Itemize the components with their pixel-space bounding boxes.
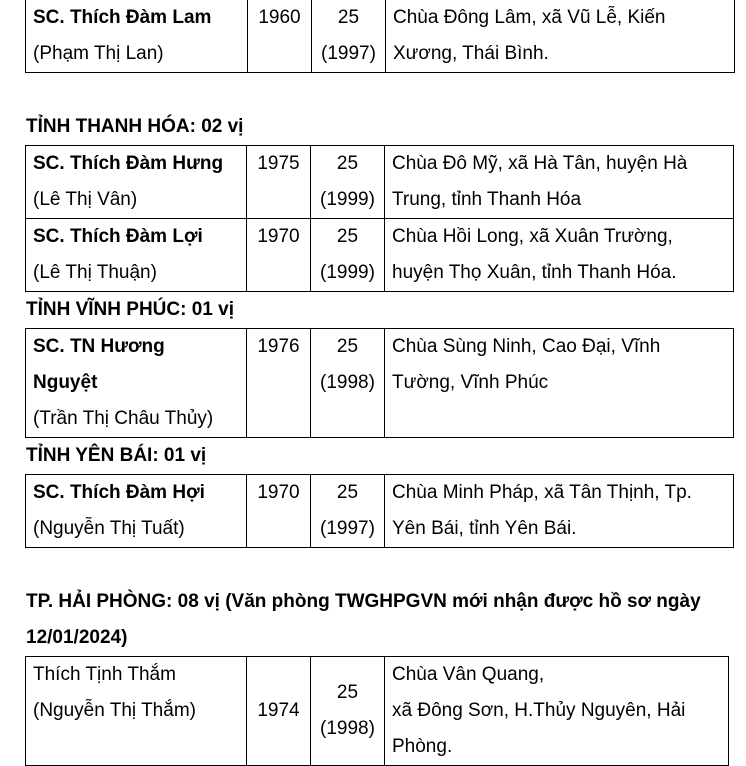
address-line: Phòng. <box>392 736 453 757</box>
address-line: Xương, Thái Bình. <box>393 43 549 64</box>
birth-year: 1960 <box>258 7 301 28</box>
birth-year-cell <box>247 329 311 438</box>
monk-table-yen-bai <box>25 474 734 548</box>
age: 25 <box>336 226 359 247</box>
address-cell <box>386 0 735 73</box>
address-line: Trung, tỉnh Thanh Hóa <box>392 189 582 210</box>
birth-year-cell <box>247 475 311 548</box>
address-line: xã Đông Sơn, H.Thủy Nguyên, Hải <box>392 700 686 721</box>
name-cell <box>26 219 247 292</box>
age-cell <box>311 219 385 292</box>
birth-year: 1976 <box>257 336 300 357</box>
section-heading-hai-phong: TP. HẢI PHÒNG: 08 vị (Văn phòng TWGHPGVN mới nhận được hồ sơ ngày <box>26 591 701 612</box>
age-cell <box>312 0 386 73</box>
ordained-year: (1999) <box>320 262 375 283</box>
monk-name: Thích Tịnh Thắm <box>33 664 176 685</box>
address-line: Tường, Vĩnh Phúc <box>392 372 549 393</box>
address-line: Chùa Hồi Long, xã Xuân Trường, <box>392 226 673 247</box>
monk-table-vinh-phuc <box>25 328 734 438</box>
address-line: Chùa Vân Quang, <box>392 664 545 685</box>
address-cell <box>385 329 734 438</box>
monk-name: Nguyệt <box>33 372 98 393</box>
age-cell <box>311 329 385 438</box>
address-line: Chùa Minh Pháp, xã Tân Thịnh, Tp. <box>392 482 692 503</box>
monk-table-hai-phong <box>25 656 729 766</box>
address-line: Chùa Sùng Ninh, Cao Đại, Vĩnh <box>392 336 661 357</box>
table-row <box>26 219 734 292</box>
age: 25 <box>336 336 359 357</box>
ordained-year: (1997) <box>321 43 376 64</box>
ordained-year: (1997) <box>320 518 375 539</box>
monk-name: SC. Thích Đàm Hợi <box>33 482 205 503</box>
age-cell <box>311 657 385 766</box>
address-line: Chùa Đô Mỹ, xã Hà Tân, huyện Hà <box>392 153 688 174</box>
lay-name: (Nguyễn Thị Tuất) <box>33 518 185 539</box>
monk-name: SC. Thích Đàm Hưng <box>33 153 224 174</box>
age-cell <box>311 475 385 548</box>
ordained-year: (1999) <box>320 189 375 210</box>
address-cell <box>385 146 734 219</box>
name-cell <box>26 0 248 73</box>
table-row <box>26 475 734 548</box>
lay-name: (Nguyễn Thị Thắm) <box>33 700 196 721</box>
monk-table-thai-binh <box>25 0 735 73</box>
ordained-year: (1998) <box>320 372 375 393</box>
ordained-year: (1998) <box>320 718 375 739</box>
name-cell <box>26 146 247 219</box>
section-heading-vinh-phuc: TỈNH VĨNH PHÚC: 01 vị <box>26 299 234 320</box>
birth-year: 1974 <box>257 700 300 721</box>
age: 25 <box>336 153 359 174</box>
age: 25 <box>336 682 359 703</box>
lay-name: (Trần Thị Châu Thủy) <box>33 408 214 429</box>
monk-name: SC. Thích Đàm Lam <box>33 7 212 28</box>
age: 25 <box>337 7 360 28</box>
section-heading-hai-phong-date: 12/01/2024) <box>26 627 128 648</box>
address-cell <box>385 657 729 766</box>
name-cell <box>26 475 247 548</box>
address-line: Yên Bái, tỉnh Yên Bái. <box>392 518 577 539</box>
name-cell <box>26 329 247 438</box>
table-row <box>26 0 735 73</box>
monk-name: SC. TN Hương <box>33 336 165 357</box>
address-line: Chùa Đông Lâm, xã Vũ Lễ, Kiến <box>393 7 666 28</box>
table-row <box>26 657 729 766</box>
lay-name: (Lê Thị Thuận) <box>33 262 157 283</box>
birth-year-cell <box>248 0 312 73</box>
birth-year: 1975 <box>257 153 300 174</box>
birth-year-cell <box>247 219 311 292</box>
table-row <box>26 329 734 438</box>
birth-year-cell <box>247 146 311 219</box>
age-cell <box>311 146 385 219</box>
age: 25 <box>336 482 359 503</box>
section-heading-thanh-hoa: TỈNH THANH HÓA: 02 vị <box>26 116 244 137</box>
birth-year-cell <box>247 657 311 766</box>
section-heading-yen-bai: TỈNH YÊN BÁI: 01 vị <box>26 445 207 466</box>
address-cell <box>385 475 734 548</box>
monk-name: SC. Thích Đàm Lợi <box>33 226 203 247</box>
monk-table-thanh-hoa <box>25 145 734 292</box>
lay-name: (Phạm Thị Lan) <box>33 43 164 64</box>
table-row <box>26 146 734 219</box>
birth-year: 1970 <box>257 482 300 503</box>
birth-year: 1970 <box>257 226 300 247</box>
lay-name: (Lê Thị Vân) <box>33 189 138 210</box>
name-cell <box>26 657 247 766</box>
address-line: huyện Thọ Xuân, tỉnh Thanh Hóa. <box>392 262 677 283</box>
address-cell <box>385 219 734 292</box>
